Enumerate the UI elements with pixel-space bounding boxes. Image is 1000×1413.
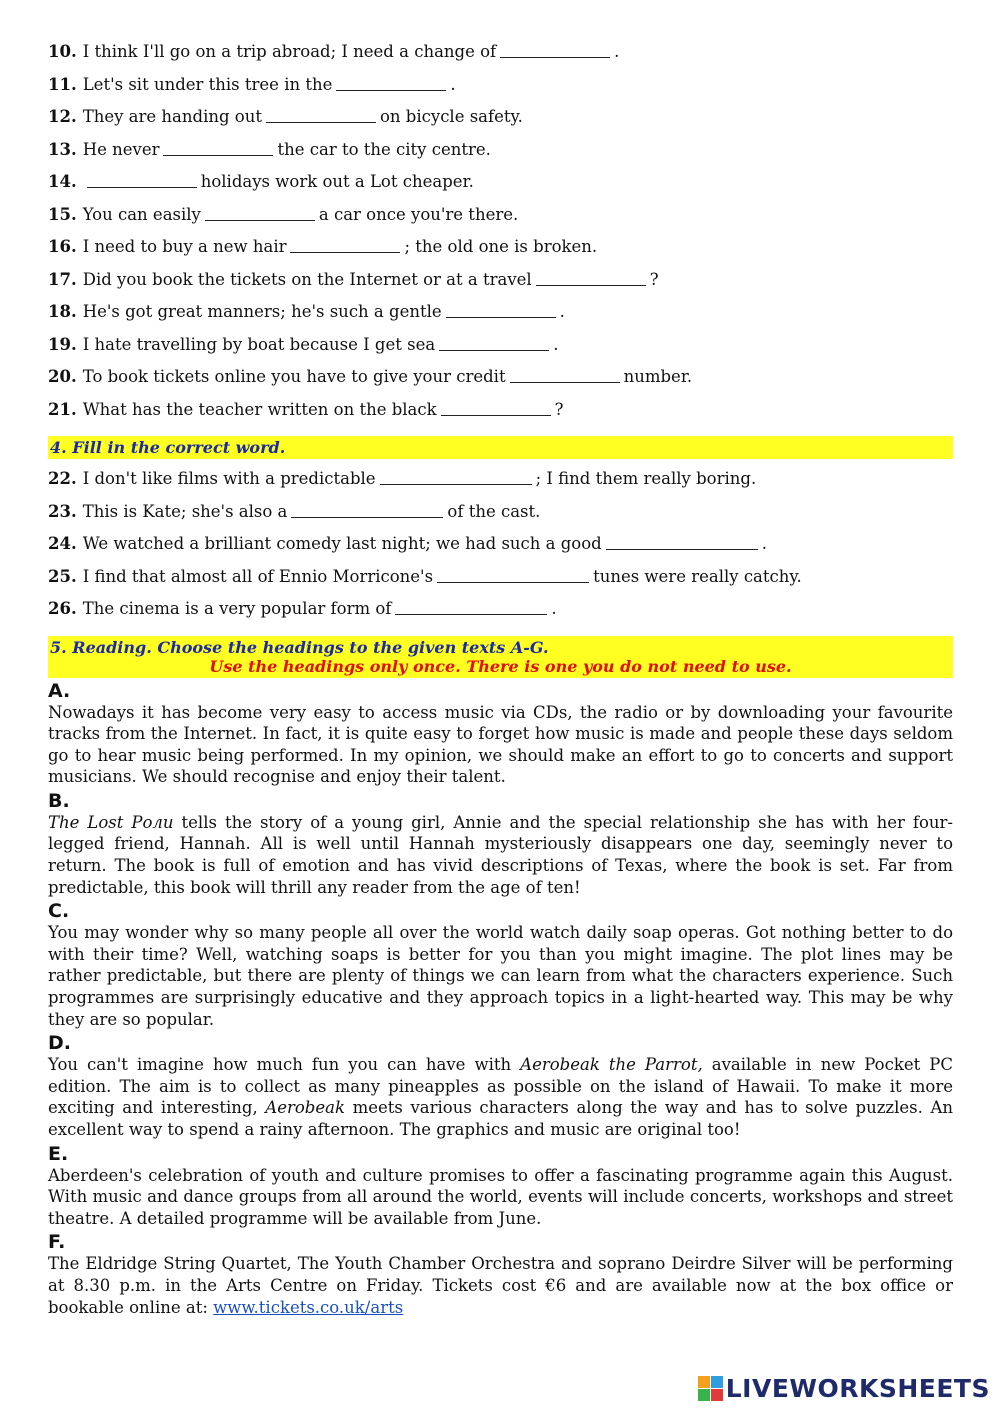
tickets-link[interactable]: www.tickets.co.uk/arts [213,1297,404,1317]
question-row [48,599,953,632]
question-text: We watched a brilliant comedy last night; we had such a good [82,534,602,553]
answer-blank[interactable] [336,75,446,91]
question-text: The cinema is a very popular form of [82,599,392,618]
worksheet-page [48,42,953,1318]
question-text: I need to buy a new hair [82,237,287,256]
question-number: 23. [48,501,77,521]
question-text: What has the teacher written on the black [82,399,437,419]
question-text-after: holidays work out a Lot cheaper. [200,172,474,191]
logo-text: LIVEWORKSHEETS [725,1374,990,1403]
question-number: 17. [48,269,77,289]
question-number: 22. [48,469,77,488]
question-number: 25. [48,566,77,586]
text-letter: C. [48,900,70,923]
question-text: I hate travelling by boat because I get sea [82,334,436,354]
question-number: 10. [48,42,77,61]
text-letter: B. [48,789,70,812]
exercise-3-questions [48,42,953,432]
question-text-after: ; I find them really boring. [535,469,757,488]
question-text-after: a car once you're there. [318,204,519,224]
text-body [48,1253,953,1318]
question-number: 24. [48,534,77,553]
answer-blank[interactable] [441,400,551,416]
answer-blank[interactable] [290,237,400,253]
question-text-after: number. [623,367,693,386]
answer-blank[interactable] [291,502,443,518]
question-text: I find that almost all of Ennio Morricone's [82,566,434,586]
question-row [48,172,953,205]
section-5-header [48,636,953,678]
answer-blank[interactable] [266,107,376,123]
question-text-after: . [761,534,767,553]
text-part: The Eldridge String Quartet, The Youth Chamber Orchestra and soprano Deirdre Silver will be performing at 8.30 p.m. in the Arts Centre on Friday. Tickets cost €6 and are available now at the box office or bookable online at: [48,1254,953,1317]
question-number: 26. [48,599,77,618]
text-part: available in new Pocket PC edition. The aim is to collect as many pineapples as possible on the island of Hawaii. To make it more exciting and interesting, [48,1055,953,1118]
answer-blank[interactable] [510,367,620,383]
answer-blank[interactable] [446,302,556,318]
question-row [48,270,953,303]
question-number: 21. [48,399,77,419]
question-text: I don't like films with a predictable [82,469,376,488]
text-part: You can't imagine how much fun you can have with [48,1055,521,1075]
text-body: Nowadays it has become very easy to access music via CDs, the radio or by downloading your favourite tracks from the Internet. In fact, it is quite easy to forget how music is made and people these days seldom go to hear music being performed. In my opinion, we should make an effort to go to concerts and support musicians. We should recognise and enjoy their talent. [48,702,953,787]
question-text: He's got great manners; he's such a gentle [82,302,442,321]
question-number: 19. [48,334,77,354]
question-row [48,469,953,502]
question-row [48,534,953,567]
question-text: I think I'll go on a trip abroad; I need a change of [82,42,497,61]
question-text-after: ? [649,269,659,289]
question-row [48,75,953,108]
question-text: To book tickets online you have to give your credit [82,367,506,386]
question-text: Did you book the tickets on the Internet or at a travel [82,269,532,289]
text-letter: F. [48,1231,66,1254]
question-text: This is Kate; she's also a [82,501,288,521]
game-title: Aerobeak the Parrot, [520,1055,703,1075]
question-row [48,367,953,400]
section-4-header [48,436,953,459]
answer-blank[interactable] [439,335,549,351]
question-row [48,42,953,75]
question-number: 12. [48,107,77,126]
section-5-title: 5. Reading. Choose the headings to the given texts A-G. [50,637,549,657]
answer-blank[interactable] [163,140,273,156]
text-part: meets various characters along the way and has to solve puzzles. An excellent way to spend a rainy afternoon. The graphics and music are original too! [48,1098,953,1139]
question-text-after: tunes were really catchy. [593,566,802,586]
question-text-after: ? [554,399,564,419]
question-text-after: . [614,42,620,61]
question-row [48,107,953,140]
text-body [48,812,953,898]
question-text: You can easily [82,204,201,224]
game-title-short: Aerobeak [265,1098,345,1118]
reading-text-f [48,1231,953,1318]
answer-blank[interactable] [395,599,547,615]
question-row [48,400,953,433]
book-title: The Lost Роли [48,812,174,832]
reading-text-d [48,1032,953,1140]
question-text-after: . [553,334,559,354]
logo-icon [698,1376,723,1401]
question-number: 16. [48,237,77,256]
answer-blank[interactable] [500,42,610,58]
text-body [48,1054,953,1140]
question-row [48,140,953,173]
answer-blank[interactable] [536,270,646,286]
question-text: He never [82,139,160,159]
question-number: 14. [48,172,77,191]
text-body: Aberdeen's celebration of youth and culture promises to offer a fascinating programme again this August. With music and dance groups from all around the world, events will include concerts, workshops and street theatre. A detailed programme will be available from June. [48,1165,953,1228]
text-letter: E. [48,1142,69,1165]
question-row [48,567,953,600]
question-number: 18. [48,302,77,321]
section-5-subtitle: Use the headings only once. There is one you do not need to use. [209,656,792,676]
section-4-title: 4. Fill in the correct word. [50,438,286,457]
question-row [48,205,953,238]
question-number: 15. [48,204,77,224]
question-row [48,335,953,368]
reading-text-b [48,790,953,898]
text-body: You may wonder why so many people all over the world watch daily soap operas. Got nothing better to do with their time? Well, watching soaps is better for you than you might imagine. The plot lines may be rather predictable, but there are plenty of things we can learn from what the characters experience. Such programmes are surprisingly educative and they approach topics in a light-hearted way. This may be why they are so popular. [48,923,953,1029]
text-body-rest: tells the story of a young girl, Annie and the special relationship she has with her four-legged friend, Hannah. All is well until Hannah mysteriously disappears one day, seemingly never to return. The book is full of emotion and has vivid descriptions of Texas, where the book is set. Far from predictable, this book will thrill any reader from the age of ten! [48,812,953,897]
question-row [48,502,953,535]
question-row [48,237,953,270]
liveworksheets-logo[interactable] [698,1374,990,1403]
question-text-after: on bicycle safety. [379,107,523,126]
reading-text-e [48,1143,953,1230]
question-text-after: . [551,599,557,618]
text-letter: A. [48,679,71,702]
question-row [48,302,953,335]
text-letter: D. [48,1032,71,1055]
question-text: Let's sit under this tree in the [82,74,333,94]
question-text-after: of the cast. [447,501,541,521]
reading-text-a [48,680,953,788]
question-number: 11. [48,74,77,94]
answer-blank[interactable] [87,172,197,188]
answer-blank[interactable] [205,205,315,221]
answer-blank[interactable] [606,534,758,550]
reading-text-c [48,900,953,1030]
question-text-after: ; the old one is broken. [404,237,598,256]
question-number: 20. [48,367,77,386]
question-text-after: the car to the city centre. [277,139,491,159]
question-text: They are handing out [82,107,262,126]
answer-blank[interactable] [380,469,532,485]
answer-blank[interactable] [437,567,589,583]
question-text-after: . [450,74,456,94]
exercise-4-questions [48,469,953,632]
question-number: 13. [48,139,77,159]
question-text-after: . [559,302,565,321]
